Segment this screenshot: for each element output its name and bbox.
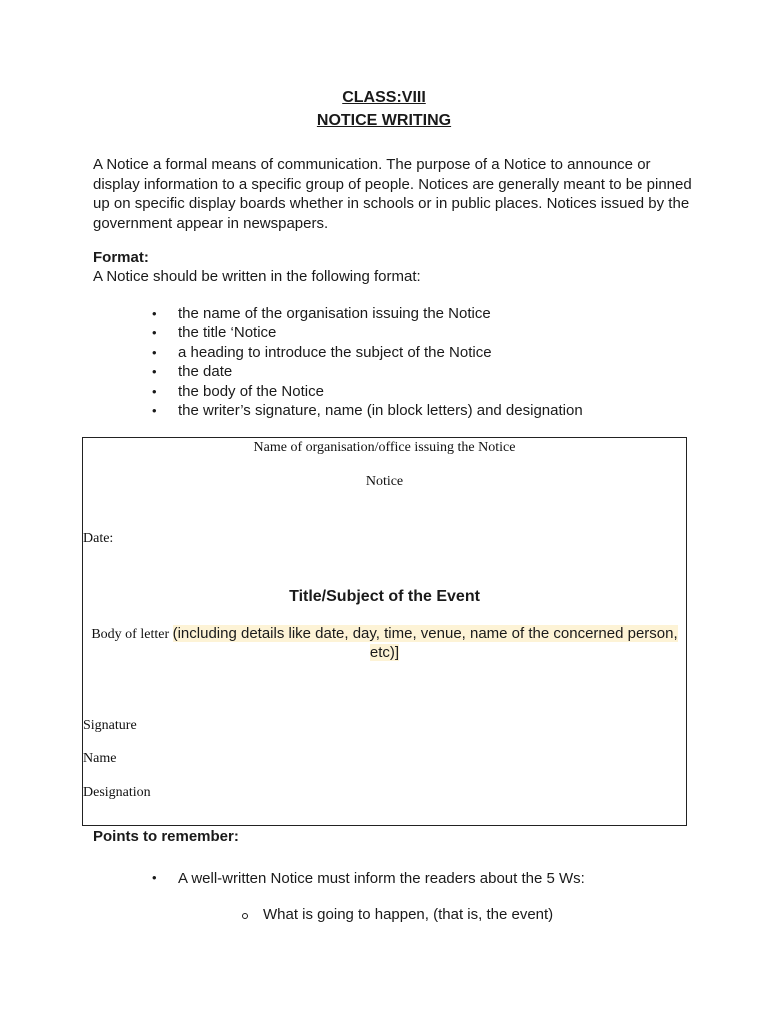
template-title: Title/Subject of the Event xyxy=(289,588,480,605)
list-item: • the date xyxy=(150,362,583,381)
bullet-icon: • xyxy=(152,870,157,885)
points-sub-item-text: What is going to happen, (that is, the event) xyxy=(263,906,554,923)
format-list xyxy=(150,304,583,420)
template-signature: Signature xyxy=(83,718,137,733)
template-body-detail: (including details like date, day, time, venue, name of the concerned person, etc)] xyxy=(172,625,678,661)
template-body-label: Body of letter xyxy=(91,627,173,642)
notice-template-box xyxy=(82,437,687,826)
list-item: • the title ‘Notice xyxy=(150,323,583,342)
template-date: Date: xyxy=(83,531,114,546)
format-heading: Format: xyxy=(93,249,149,266)
list-item: • the name of the organisation issuing the Notice xyxy=(150,304,583,323)
template-name: Name xyxy=(83,751,117,766)
template-designation: Designation xyxy=(83,785,151,800)
template-organisation: Name of organisation/office issuing the Notice xyxy=(253,440,516,455)
points-heading: Points to remember: xyxy=(93,828,239,845)
template-body xyxy=(83,625,686,663)
circle-bullet-icon xyxy=(242,913,248,919)
intro-paragraph: A Notice a formal means of communication. The purpose of a Notice to announce or display information to a specific group of people. Notices are generally meant to be pinned up on specific display boards whether in schools or in public places. Notices issued by the government appear in newspapers. xyxy=(93,156,692,232)
class-heading: CLASS:VIII xyxy=(342,89,426,106)
page-title: NOTICE WRITING xyxy=(316,112,452,129)
template-notice-label: Notice xyxy=(365,474,404,489)
list-item: • a heading to introduce the subject of the Notice xyxy=(150,343,583,362)
list-item: • the body of the Notice xyxy=(150,382,583,401)
list-item: • the writer’s signature, name (in block letters) and designation xyxy=(150,401,583,420)
points-item-text: A well-written Notice must inform the readers about the 5 Ws: xyxy=(178,870,585,887)
format-description: A Notice should be written in the following format: xyxy=(93,268,421,285)
